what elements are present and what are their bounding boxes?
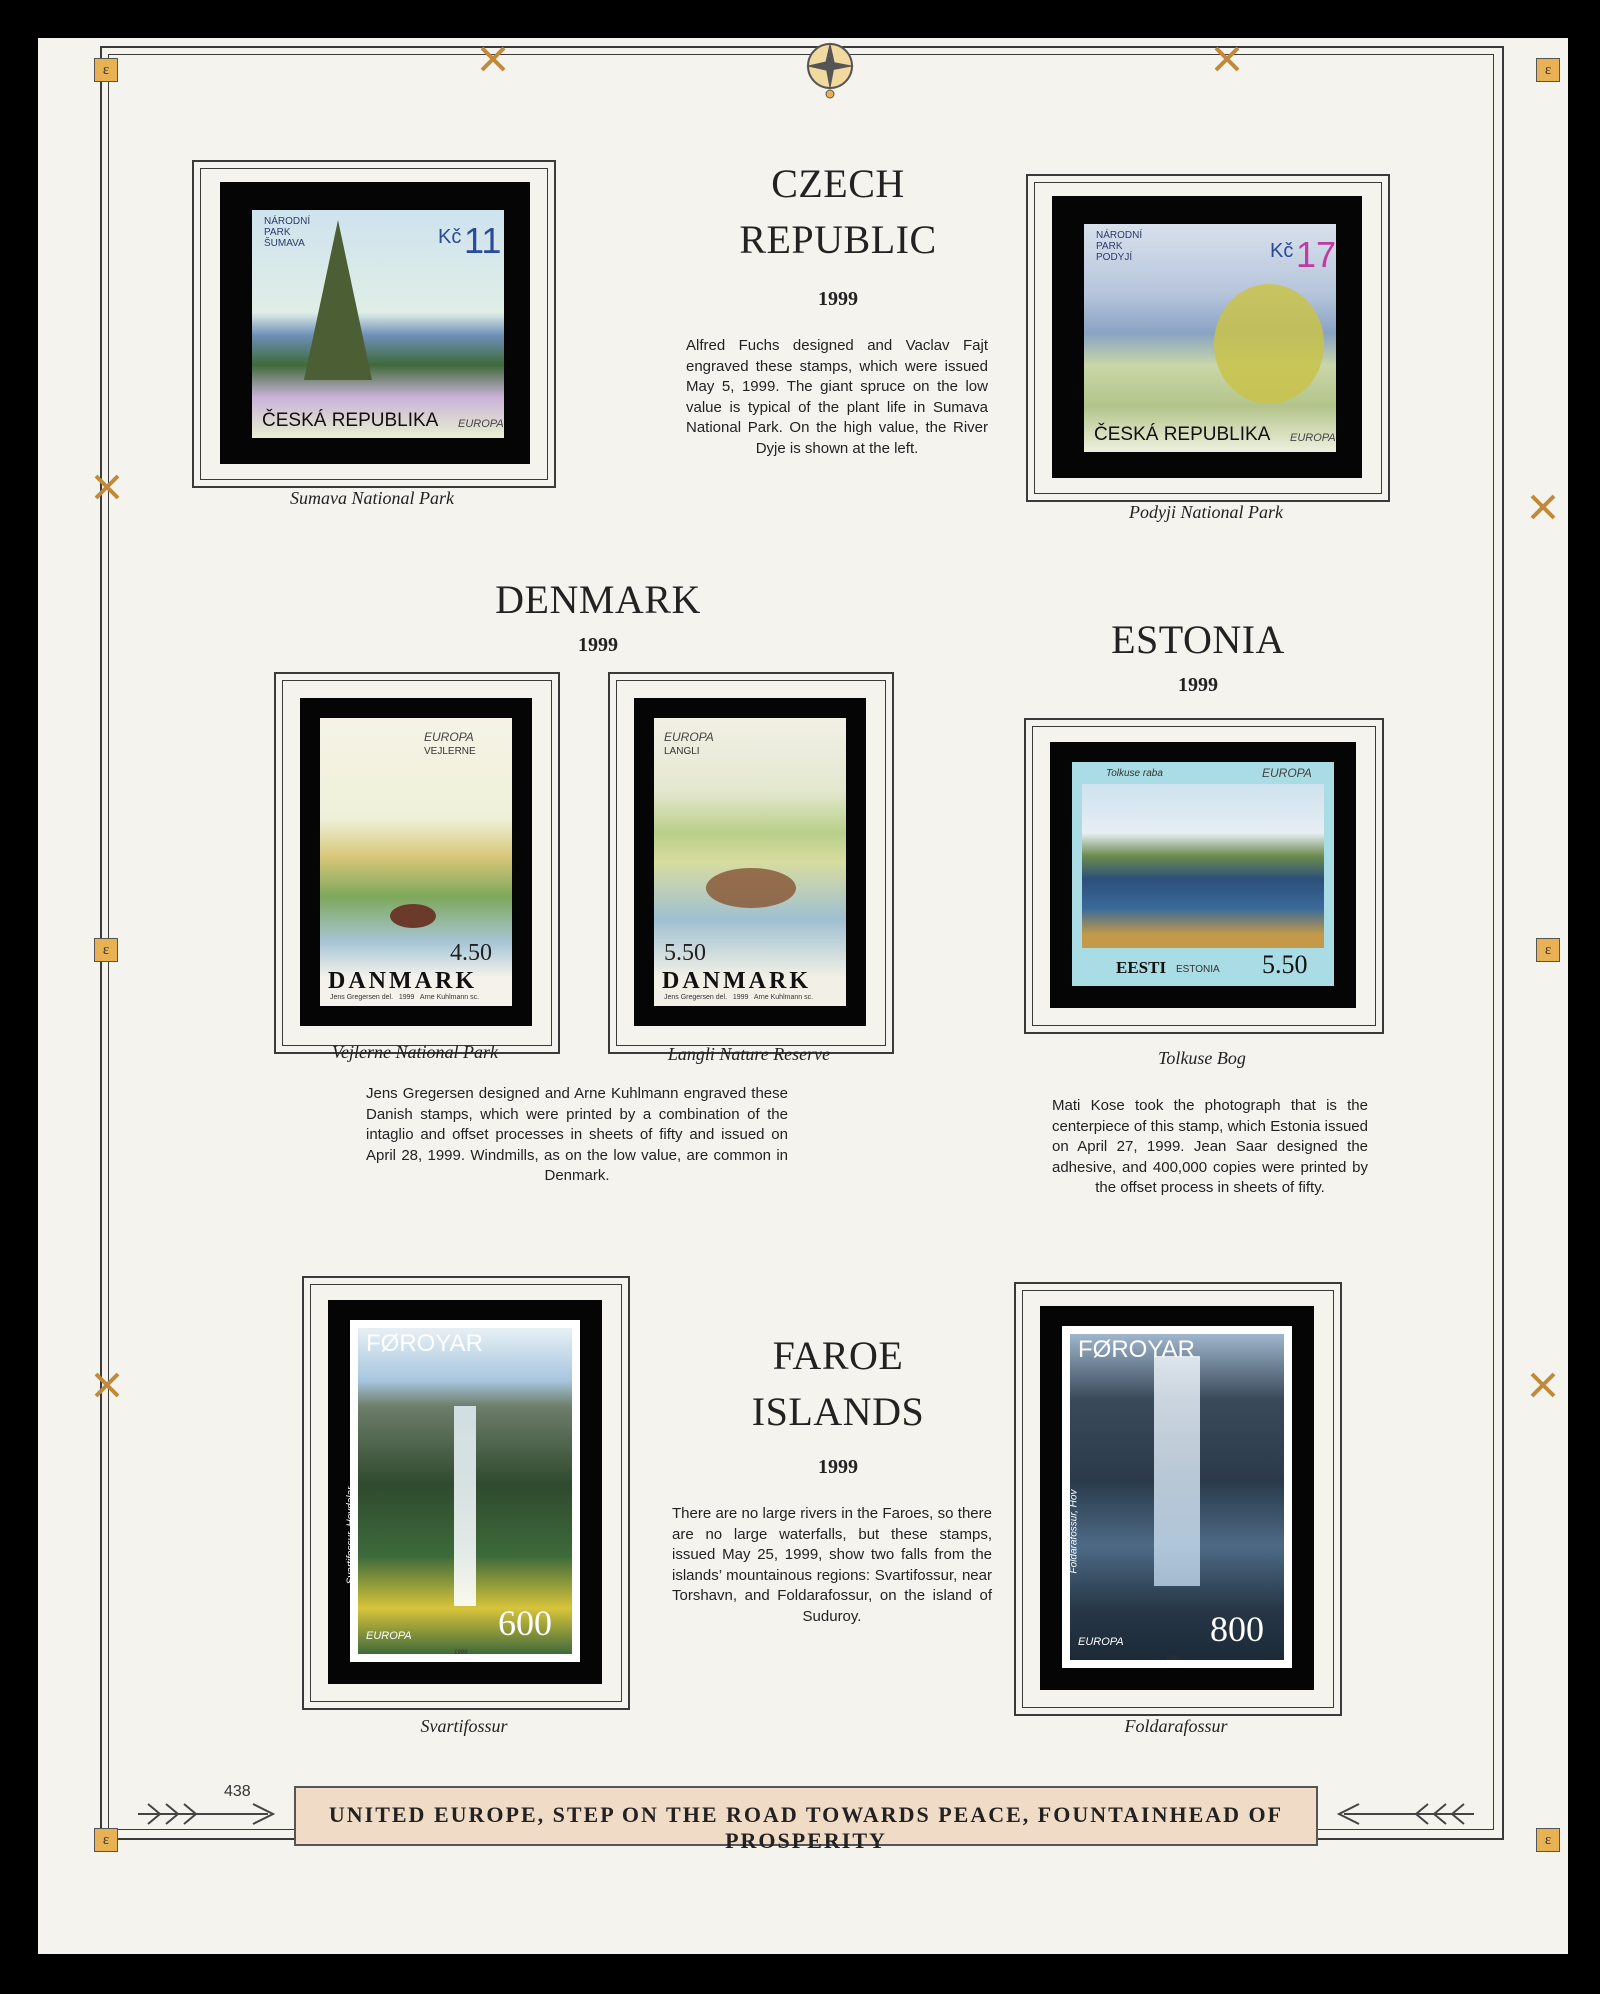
corner-badge-icon: ε bbox=[94, 938, 118, 962]
stamp-country: DANMARK bbox=[662, 968, 811, 994]
denmark-stamp-langli bbox=[654, 718, 846, 1006]
caption-langli: Langli Nature Reserve bbox=[667, 1044, 831, 1064]
stamp-value: 5.50 bbox=[1262, 950, 1308, 979]
stamp-credits: Jens Gregersen del. 1999 Arne Kuhlmann sc. bbox=[664, 994, 814, 1001]
stamp-value: 17 bbox=[1296, 234, 1337, 275]
czech-title: CZECH REPUBLIC bbox=[739, 161, 937, 262]
estonia-stamp-tolkuse bbox=[1072, 762, 1334, 986]
stamp-place: Tolkuse raba bbox=[1106, 768, 1163, 779]
estonia-title: ESTONIA bbox=[1111, 617, 1285, 662]
stamp-value: 4.50 bbox=[450, 940, 492, 966]
stamp-artwork bbox=[1082, 784, 1324, 948]
denmark-stamp-vejlerne bbox=[320, 718, 512, 1006]
corner-badge-icon: ε bbox=[94, 1828, 118, 1852]
stamp-value: 800 bbox=[1210, 1609, 1264, 1649]
czech-stamp-sumava bbox=[252, 210, 504, 438]
stamp-year: 1999 bbox=[1166, 1656, 1180, 1662]
cross-ornament-icon bbox=[1528, 1370, 1558, 1400]
caption-vejlerne: Vejlerne National Park bbox=[332, 1042, 498, 1062]
album-page bbox=[38, 38, 1568, 1954]
corner-badge-icon: ε bbox=[1536, 1828, 1560, 1852]
faroe-year: 1999 bbox=[818, 1456, 858, 1478]
czech-year: 1999 bbox=[818, 288, 858, 310]
tree-foliage bbox=[1214, 284, 1324, 404]
arrow-ornament-icon bbox=[1334, 1800, 1474, 1828]
estonia-year: 1999 bbox=[1178, 674, 1218, 696]
stamp-europa-label: EUROPA bbox=[1078, 1636, 1124, 1648]
stamp-credits: Jens Gregersen del. 1999 Arne Kuhlmann sc. bbox=[330, 994, 480, 1001]
cross-ornament-icon bbox=[92, 1370, 122, 1400]
stamp-country-secondary: ESTONIA bbox=[1176, 964, 1220, 975]
caption-tolkuse: Tolkuse Bog bbox=[1158, 1048, 1246, 1068]
stamp-country: EESTI bbox=[1116, 958, 1167, 977]
stamp-europa-label: EUROPA bbox=[458, 418, 504, 430]
stamp-park-label: NÁRODNÍ PARK PODYJÍ bbox=[1096, 230, 1143, 263]
compass-rose-icon bbox=[788, 38, 872, 100]
czech-stamp-podyji bbox=[1084, 224, 1336, 452]
estonia-description: Mati Kose took the photograph that is the centerpiece of this stamp, which Estonia issued on April 27, 1999. Jean Saar designed the adhesive, and 400,000 copies were printed by the offset process in sheets of fifty. bbox=[1052, 1097, 1368, 1196]
stamp-place: Foldarafossur, Hov bbox=[1068, 1489, 1080, 1574]
stamp-europa-label: EUROPA bbox=[366, 1630, 412, 1642]
duck-illustration bbox=[390, 904, 436, 928]
stamp-currency: Kč bbox=[1270, 240, 1294, 262]
caption-sumava: Sumava National Park bbox=[290, 488, 454, 508]
stamp-europa-label: EUROPA bbox=[1290, 432, 1336, 444]
stamp-country: ČESKÁ REPUBLIKA bbox=[262, 410, 439, 431]
faroe-stamp-svartifossur bbox=[345, 1320, 580, 1662]
stamp-year: 1999 bbox=[454, 1650, 468, 1656]
corner-badge-icon: ε bbox=[1536, 938, 1560, 962]
caption-svartifossur: Svartifossur bbox=[420, 1716, 508, 1736]
arrow-ornament-icon bbox=[138, 1800, 278, 1828]
stamp-value: 11 bbox=[464, 220, 502, 261]
cross-ornament-icon bbox=[92, 472, 122, 502]
denmark-description: Jens Gregersen designed and Arne Kuhlmann engraved these Danish stamps, which were printed by a combination of the intaglio and offset processes in sheets of fifty and issued on April 28, 1999. Windmills, as on the low value, are common in Denmark. bbox=[366, 1085, 788, 1184]
denmark-title: DENMARK bbox=[495, 577, 701, 622]
stamp-place: LANGLI bbox=[664, 746, 700, 757]
faroe-stamp-foldarafossur bbox=[1062, 1326, 1292, 1668]
stamp-place: VEJLERNE bbox=[424, 746, 476, 757]
stamp-europa-label: EUROPA bbox=[664, 730, 714, 744]
cross-ornament-icon bbox=[1528, 492, 1558, 522]
motto-text: UNITED EUROPE, STEP ON THE ROAD TOWARDS PEACE, FOUNTAINHEAD OF PROSPERITY bbox=[328, 1802, 1284, 1853]
denmark-year: 1999 bbox=[578, 634, 618, 656]
stamp-country: FØROYAR bbox=[366, 1330, 483, 1357]
stamp-currency: Kč bbox=[438, 226, 462, 248]
stamp-europa-label: EUROPA bbox=[1262, 766, 1312, 780]
page-number: 438 bbox=[224, 1783, 251, 1800]
cross-ornament-icon bbox=[1212, 44, 1242, 74]
stamp-country: ČESKÁ REPUBLIKA bbox=[1094, 424, 1271, 445]
waterfall bbox=[454, 1406, 476, 1606]
stamp-value: 5.50 bbox=[664, 940, 706, 966]
bird-illustration bbox=[706, 868, 796, 908]
stamp-park-label: NÁRODNÍ PARK ŠUMAVA bbox=[264, 216, 311, 249]
stamp-value: 600 bbox=[498, 1603, 552, 1643]
faroe-description: There are no large rivers in the Faroes, so there are no large waterfalls, but these stamps, issued May 25, 1999, show two falls from the islands’ mountainous regions: Svartifossur, near Torshavn, and Foldarafossur, on the island of Suduroy. bbox=[672, 1505, 992, 1625]
stamp-place: Svartifossur, Hoydalar bbox=[345, 1486, 357, 1585]
stamp-country: DANMARK bbox=[328, 968, 477, 994]
caption-foldarafossur: Foldarafossur bbox=[1124, 1716, 1228, 1736]
czech-description: Alfred Fuchs designed and Vaclav Fajt engraved these stamps, which were issued May 5, 1999. The giant spruce on the low value is typical of the plant life in Sumava National Park. On the high value, the River Dyje is shown at the left. bbox=[686, 337, 988, 457]
stamp-europa-label: EUROPA bbox=[424, 730, 474, 744]
caption-podyji: Podyji National Park bbox=[1129, 502, 1283, 522]
spruce-tree bbox=[304, 220, 372, 380]
cross-ornament-icon bbox=[478, 44, 508, 74]
corner-badge-icon: ε bbox=[94, 58, 118, 82]
waterfall bbox=[1154, 1356, 1200, 1586]
stamp-country: FØROYAR bbox=[1078, 1336, 1195, 1363]
faroe-title: FAROE ISLANDS bbox=[751, 1333, 925, 1434]
motto-banner bbox=[294, 1786, 1318, 1853]
corner-badge-icon: ε bbox=[1536, 58, 1560, 82]
